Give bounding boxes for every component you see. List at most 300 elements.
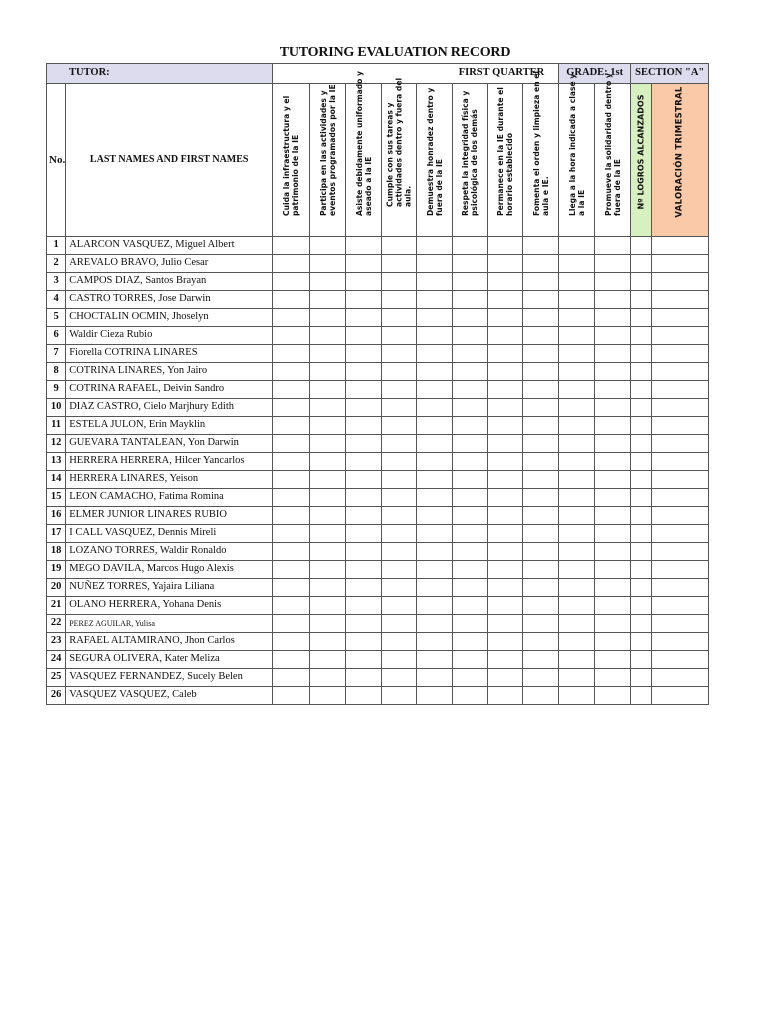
- evaluation-cell[interactable]: [346, 597, 382, 615]
- evaluation-cell[interactable]: [273, 489, 310, 507]
- evaluation-cell[interactable]: [652, 453, 709, 471]
- evaluation-cell[interactable]: [631, 669, 652, 687]
- evaluation-cell[interactable]: [382, 507, 417, 525]
- evaluation-cell[interactable]: [382, 489, 417, 507]
- evaluation-cell[interactable]: [488, 327, 523, 345]
- evaluation-cell[interactable]: [523, 687, 559, 705]
- evaluation-cell[interactable]: [310, 525, 346, 543]
- evaluation-cell[interactable]: [559, 597, 595, 615]
- evaluation-cell[interactable]: [310, 507, 346, 525]
- evaluation-cell[interactable]: [523, 651, 559, 669]
- evaluation-cell[interactable]: [417, 525, 453, 543]
- evaluation-cell[interactable]: [488, 615, 523, 633]
- evaluation-cell[interactable]: [631, 291, 652, 309]
- evaluation-cell[interactable]: [346, 579, 382, 597]
- evaluation-cell[interactable]: [559, 417, 595, 435]
- evaluation-cell[interactable]: [346, 255, 382, 273]
- evaluation-cell[interactable]: [523, 633, 559, 651]
- evaluation-cell[interactable]: [488, 453, 523, 471]
- evaluation-cell[interactable]: [453, 651, 488, 669]
- evaluation-cell[interactable]: [488, 561, 523, 579]
- evaluation-cell[interactable]: [652, 399, 709, 417]
- evaluation-cell[interactable]: [382, 399, 417, 417]
- evaluation-cell[interactable]: [559, 327, 595, 345]
- evaluation-cell[interactable]: [310, 381, 346, 399]
- evaluation-cell[interactable]: [559, 363, 595, 381]
- evaluation-cell[interactable]: [488, 309, 523, 327]
- evaluation-cell[interactable]: [417, 543, 453, 561]
- evaluation-cell[interactable]: [523, 543, 559, 561]
- evaluation-cell[interactable]: [488, 579, 523, 597]
- evaluation-cell[interactable]: [382, 543, 417, 561]
- evaluation-cell[interactable]: [559, 237, 595, 255]
- evaluation-cell[interactable]: [595, 597, 631, 615]
- evaluation-cell[interactable]: [382, 561, 417, 579]
- evaluation-cell[interactable]: [346, 561, 382, 579]
- evaluation-cell[interactable]: [595, 525, 631, 543]
- evaluation-cell[interactable]: [559, 453, 595, 471]
- evaluation-cell[interactable]: [382, 471, 417, 489]
- evaluation-cell[interactable]: [523, 399, 559, 417]
- evaluation-cell[interactable]: [631, 381, 652, 399]
- evaluation-cell[interactable]: [417, 255, 453, 273]
- evaluation-cell[interactable]: [310, 615, 346, 633]
- evaluation-cell[interactable]: [488, 237, 523, 255]
- evaluation-cell[interactable]: [417, 435, 453, 453]
- evaluation-cell[interactable]: [523, 435, 559, 453]
- evaluation-cell[interactable]: [346, 453, 382, 471]
- evaluation-cell[interactable]: [310, 543, 346, 561]
- evaluation-cell[interactable]: [273, 417, 310, 435]
- evaluation-cell[interactable]: [453, 273, 488, 291]
- evaluation-cell[interactable]: [453, 435, 488, 453]
- evaluation-cell[interactable]: [310, 579, 346, 597]
- evaluation-cell[interactable]: [631, 633, 652, 651]
- evaluation-cell[interactable]: [595, 237, 631, 255]
- evaluation-cell[interactable]: [310, 255, 346, 273]
- evaluation-cell[interactable]: [595, 471, 631, 489]
- evaluation-cell[interactable]: [310, 417, 346, 435]
- evaluation-cell[interactable]: [310, 345, 346, 363]
- evaluation-cell[interactable]: [488, 687, 523, 705]
- evaluation-cell[interactable]: [273, 507, 310, 525]
- evaluation-cell[interactable]: [346, 327, 382, 345]
- evaluation-cell[interactable]: [382, 435, 417, 453]
- evaluation-cell[interactable]: [652, 597, 709, 615]
- evaluation-cell[interactable]: [631, 435, 652, 453]
- evaluation-cell[interactable]: [631, 399, 652, 417]
- evaluation-cell[interactable]: [488, 471, 523, 489]
- evaluation-cell[interactable]: [273, 525, 310, 543]
- evaluation-cell[interactable]: [382, 687, 417, 705]
- evaluation-cell[interactable]: [310, 453, 346, 471]
- evaluation-cell[interactable]: [417, 237, 453, 255]
- evaluation-cell[interactable]: [273, 597, 310, 615]
- evaluation-cell[interactable]: [453, 399, 488, 417]
- evaluation-cell[interactable]: [417, 381, 453, 399]
- evaluation-cell[interactable]: [346, 273, 382, 291]
- evaluation-cell[interactable]: [417, 561, 453, 579]
- evaluation-cell[interactable]: [652, 687, 709, 705]
- evaluation-cell[interactable]: [417, 399, 453, 417]
- evaluation-cell[interactable]: [652, 579, 709, 597]
- evaluation-cell[interactable]: [310, 633, 346, 651]
- evaluation-cell[interactable]: [417, 615, 453, 633]
- evaluation-cell[interactable]: [310, 669, 346, 687]
- evaluation-cell[interactable]: [417, 633, 453, 651]
- evaluation-cell[interactable]: [488, 255, 523, 273]
- evaluation-cell[interactable]: [273, 399, 310, 417]
- evaluation-cell[interactable]: [417, 597, 453, 615]
- evaluation-cell[interactable]: [631, 561, 652, 579]
- evaluation-cell[interactable]: [273, 345, 310, 363]
- evaluation-cell[interactable]: [652, 327, 709, 345]
- evaluation-cell[interactable]: [273, 687, 310, 705]
- evaluation-cell[interactable]: [559, 651, 595, 669]
- evaluation-cell[interactable]: [453, 597, 488, 615]
- evaluation-cell[interactable]: [453, 255, 488, 273]
- evaluation-cell[interactable]: [595, 543, 631, 561]
- evaluation-cell[interactable]: [595, 561, 631, 579]
- evaluation-cell[interactable]: [417, 309, 453, 327]
- evaluation-cell[interactable]: [346, 669, 382, 687]
- evaluation-cell[interactable]: [417, 489, 453, 507]
- evaluation-cell[interactable]: [652, 489, 709, 507]
- evaluation-cell[interactable]: [523, 507, 559, 525]
- evaluation-cell[interactable]: [453, 615, 488, 633]
- evaluation-cell[interactable]: [382, 525, 417, 543]
- evaluation-cell[interactable]: [523, 381, 559, 399]
- evaluation-cell[interactable]: [417, 273, 453, 291]
- evaluation-cell[interactable]: [310, 651, 346, 669]
- evaluation-cell[interactable]: [417, 345, 453, 363]
- evaluation-cell[interactable]: [488, 507, 523, 525]
- evaluation-cell[interactable]: [273, 561, 310, 579]
- evaluation-cell[interactable]: [559, 471, 595, 489]
- evaluation-cell[interactable]: [453, 525, 488, 543]
- evaluation-cell[interactable]: [453, 453, 488, 471]
- evaluation-cell[interactable]: [631, 687, 652, 705]
- evaluation-cell[interactable]: [417, 669, 453, 687]
- evaluation-cell[interactable]: [346, 525, 382, 543]
- evaluation-cell[interactable]: [488, 435, 523, 453]
- evaluation-cell[interactable]: [488, 273, 523, 291]
- evaluation-cell[interactable]: [488, 543, 523, 561]
- evaluation-cell[interactable]: [417, 687, 453, 705]
- evaluation-cell[interactable]: [382, 579, 417, 597]
- evaluation-cell[interactable]: [595, 381, 631, 399]
- evaluation-cell[interactable]: [631, 273, 652, 291]
- evaluation-cell[interactable]: [273, 291, 310, 309]
- evaluation-cell[interactable]: [310, 435, 346, 453]
- evaluation-cell[interactable]: [631, 255, 652, 273]
- evaluation-cell[interactable]: [273, 543, 310, 561]
- evaluation-cell[interactable]: [523, 363, 559, 381]
- evaluation-cell[interactable]: [273, 471, 310, 489]
- evaluation-cell[interactable]: [631, 417, 652, 435]
- evaluation-cell[interactable]: [453, 633, 488, 651]
- evaluation-cell[interactable]: [523, 471, 559, 489]
- evaluation-cell[interactable]: [631, 597, 652, 615]
- evaluation-cell[interactable]: [273, 237, 310, 255]
- evaluation-cell[interactable]: [652, 255, 709, 273]
- evaluation-cell[interactable]: [382, 651, 417, 669]
- evaluation-cell[interactable]: [595, 273, 631, 291]
- evaluation-cell[interactable]: [523, 579, 559, 597]
- evaluation-cell[interactable]: [559, 525, 595, 543]
- evaluation-cell[interactable]: [559, 489, 595, 507]
- evaluation-cell[interactable]: [523, 309, 559, 327]
- evaluation-cell[interactable]: [652, 345, 709, 363]
- evaluation-cell[interactable]: [310, 489, 346, 507]
- evaluation-cell[interactable]: [559, 669, 595, 687]
- evaluation-cell[interactable]: [631, 309, 652, 327]
- evaluation-cell[interactable]: [523, 597, 559, 615]
- evaluation-cell[interactable]: [652, 615, 709, 633]
- evaluation-cell[interactable]: [595, 651, 631, 669]
- evaluation-cell[interactable]: [595, 399, 631, 417]
- evaluation-cell[interactable]: [346, 309, 382, 327]
- evaluation-cell[interactable]: [273, 363, 310, 381]
- evaluation-cell[interactable]: [523, 561, 559, 579]
- evaluation-cell[interactable]: [523, 453, 559, 471]
- evaluation-cell[interactable]: [382, 633, 417, 651]
- evaluation-cell[interactable]: [559, 687, 595, 705]
- evaluation-cell[interactable]: [595, 309, 631, 327]
- evaluation-cell[interactable]: [595, 291, 631, 309]
- evaluation-cell[interactable]: [595, 579, 631, 597]
- evaluation-cell[interactable]: [631, 525, 652, 543]
- evaluation-cell[interactable]: [523, 327, 559, 345]
- evaluation-cell[interactable]: [346, 435, 382, 453]
- evaluation-cell[interactable]: [310, 291, 346, 309]
- evaluation-cell[interactable]: [346, 381, 382, 399]
- evaluation-cell[interactable]: [488, 363, 523, 381]
- evaluation-cell[interactable]: [453, 381, 488, 399]
- evaluation-cell[interactable]: [273, 327, 310, 345]
- evaluation-cell[interactable]: [382, 291, 417, 309]
- evaluation-cell[interactable]: [273, 579, 310, 597]
- evaluation-cell[interactable]: [346, 471, 382, 489]
- evaluation-cell[interactable]: [382, 453, 417, 471]
- evaluation-cell[interactable]: [652, 417, 709, 435]
- evaluation-cell[interactable]: [523, 345, 559, 363]
- evaluation-cell[interactable]: [652, 237, 709, 255]
- evaluation-cell[interactable]: [559, 507, 595, 525]
- evaluation-cell[interactable]: [453, 687, 488, 705]
- evaluation-cell[interactable]: [631, 237, 652, 255]
- evaluation-cell[interactable]: [523, 669, 559, 687]
- evaluation-cell[interactable]: [559, 543, 595, 561]
- evaluation-cell[interactable]: [595, 255, 631, 273]
- evaluation-cell[interactable]: [346, 615, 382, 633]
- evaluation-cell[interactable]: [488, 345, 523, 363]
- evaluation-cell[interactable]: [382, 345, 417, 363]
- evaluation-cell[interactable]: [382, 237, 417, 255]
- evaluation-cell[interactable]: [346, 345, 382, 363]
- evaluation-cell[interactable]: [453, 507, 488, 525]
- evaluation-cell[interactable]: [453, 471, 488, 489]
- evaluation-cell[interactable]: [417, 327, 453, 345]
- evaluation-cell[interactable]: [595, 453, 631, 471]
- evaluation-cell[interactable]: [273, 255, 310, 273]
- evaluation-cell[interactable]: [346, 237, 382, 255]
- evaluation-cell[interactable]: [595, 435, 631, 453]
- evaluation-cell[interactable]: [310, 327, 346, 345]
- evaluation-cell[interactable]: [382, 669, 417, 687]
- evaluation-cell[interactable]: [453, 345, 488, 363]
- evaluation-cell[interactable]: [559, 345, 595, 363]
- evaluation-cell[interactable]: [488, 381, 523, 399]
- evaluation-cell[interactable]: [559, 435, 595, 453]
- evaluation-cell[interactable]: [453, 291, 488, 309]
- evaluation-cell[interactable]: [310, 597, 346, 615]
- evaluation-cell[interactable]: [310, 399, 346, 417]
- evaluation-cell[interactable]: [273, 309, 310, 327]
- evaluation-cell[interactable]: [273, 273, 310, 291]
- evaluation-cell[interactable]: [652, 435, 709, 453]
- evaluation-cell[interactable]: [346, 399, 382, 417]
- evaluation-cell[interactable]: [631, 327, 652, 345]
- evaluation-cell[interactable]: [488, 633, 523, 651]
- evaluation-cell[interactable]: [417, 363, 453, 381]
- evaluation-cell[interactable]: [523, 525, 559, 543]
- evaluation-cell[interactable]: [652, 471, 709, 489]
- evaluation-cell[interactable]: [382, 417, 417, 435]
- evaluation-cell[interactable]: [453, 309, 488, 327]
- evaluation-cell[interactable]: [273, 669, 310, 687]
- evaluation-cell[interactable]: [652, 633, 709, 651]
- evaluation-cell[interactable]: [631, 363, 652, 381]
- evaluation-cell[interactable]: [382, 363, 417, 381]
- evaluation-cell[interactable]: [417, 471, 453, 489]
- evaluation-cell[interactable]: [523, 237, 559, 255]
- evaluation-cell[interactable]: [652, 669, 709, 687]
- evaluation-cell[interactable]: [559, 291, 595, 309]
- evaluation-cell[interactable]: [417, 507, 453, 525]
- evaluation-cell[interactable]: [559, 273, 595, 291]
- evaluation-cell[interactable]: [453, 363, 488, 381]
- evaluation-cell[interactable]: [310, 273, 346, 291]
- evaluation-cell[interactable]: [417, 417, 453, 435]
- evaluation-cell[interactable]: [488, 669, 523, 687]
- evaluation-cell[interactable]: [346, 687, 382, 705]
- evaluation-cell[interactable]: [417, 651, 453, 669]
- evaluation-cell[interactable]: [559, 381, 595, 399]
- evaluation-cell[interactable]: [595, 507, 631, 525]
- evaluation-cell[interactable]: [488, 525, 523, 543]
- evaluation-cell[interactable]: [595, 345, 631, 363]
- evaluation-cell[interactable]: [273, 381, 310, 399]
- evaluation-cell[interactable]: [382, 597, 417, 615]
- evaluation-cell[interactable]: [652, 651, 709, 669]
- evaluation-cell[interactable]: [346, 651, 382, 669]
- evaluation-cell[interactable]: [595, 615, 631, 633]
- evaluation-cell[interactable]: [310, 309, 346, 327]
- evaluation-cell[interactable]: [346, 543, 382, 561]
- evaluation-cell[interactable]: [453, 669, 488, 687]
- evaluation-cell[interactable]: [488, 597, 523, 615]
- evaluation-cell[interactable]: [273, 615, 310, 633]
- evaluation-cell[interactable]: [652, 543, 709, 561]
- evaluation-cell[interactable]: [273, 633, 310, 651]
- evaluation-cell[interactable]: [417, 291, 453, 309]
- evaluation-cell[interactable]: [488, 291, 523, 309]
- evaluation-cell[interactable]: [631, 345, 652, 363]
- evaluation-cell[interactable]: [488, 651, 523, 669]
- evaluation-cell[interactable]: [346, 417, 382, 435]
- evaluation-cell[interactable]: [559, 615, 595, 633]
- evaluation-cell[interactable]: [346, 633, 382, 651]
- evaluation-cell[interactable]: [559, 399, 595, 417]
- evaluation-cell[interactable]: [453, 237, 488, 255]
- evaluation-cell[interactable]: [382, 327, 417, 345]
- evaluation-cell[interactable]: [523, 489, 559, 507]
- evaluation-cell[interactable]: [631, 471, 652, 489]
- evaluation-cell[interactable]: [631, 543, 652, 561]
- evaluation-cell[interactable]: [631, 489, 652, 507]
- evaluation-cell[interactable]: [523, 255, 559, 273]
- evaluation-cell[interactable]: [631, 579, 652, 597]
- evaluation-cell[interactable]: [453, 327, 488, 345]
- evaluation-cell[interactable]: [453, 417, 488, 435]
- evaluation-cell[interactable]: [310, 687, 346, 705]
- evaluation-cell[interactable]: [346, 291, 382, 309]
- evaluation-cell[interactable]: [595, 669, 631, 687]
- evaluation-cell[interactable]: [595, 417, 631, 435]
- evaluation-cell[interactable]: [652, 507, 709, 525]
- evaluation-cell[interactable]: [310, 237, 346, 255]
- evaluation-cell[interactable]: [453, 543, 488, 561]
- evaluation-cell[interactable]: [595, 327, 631, 345]
- evaluation-cell[interactable]: [595, 489, 631, 507]
- evaluation-cell[interactable]: [310, 363, 346, 381]
- evaluation-cell[interactable]: [382, 381, 417, 399]
- evaluation-cell[interactable]: [631, 507, 652, 525]
- evaluation-cell[interactable]: [559, 255, 595, 273]
- evaluation-cell[interactable]: [631, 453, 652, 471]
- evaluation-cell[interactable]: [488, 417, 523, 435]
- evaluation-cell[interactable]: [652, 309, 709, 327]
- evaluation-cell[interactable]: [652, 561, 709, 579]
- evaluation-cell[interactable]: [559, 561, 595, 579]
- evaluation-cell[interactable]: [595, 363, 631, 381]
- evaluation-cell[interactable]: [631, 615, 652, 633]
- evaluation-cell[interactable]: [652, 525, 709, 543]
- evaluation-cell[interactable]: [382, 615, 417, 633]
- evaluation-cell[interactable]: [346, 507, 382, 525]
- evaluation-cell[interactable]: [488, 489, 523, 507]
- evaluation-cell[interactable]: [652, 273, 709, 291]
- evaluation-cell[interactable]: [652, 381, 709, 399]
- evaluation-cell[interactable]: [346, 363, 382, 381]
- evaluation-cell[interactable]: [652, 291, 709, 309]
- evaluation-cell[interactable]: [595, 633, 631, 651]
- evaluation-cell[interactable]: [453, 561, 488, 579]
- evaluation-cell[interactable]: [273, 651, 310, 669]
- evaluation-cell[interactable]: [346, 489, 382, 507]
- evaluation-cell[interactable]: [488, 399, 523, 417]
- evaluation-cell[interactable]: [382, 255, 417, 273]
- evaluation-cell[interactable]: [417, 453, 453, 471]
- evaluation-cell[interactable]: [382, 309, 417, 327]
- evaluation-cell[interactable]: [559, 309, 595, 327]
- evaluation-cell[interactable]: [559, 579, 595, 597]
- evaluation-cell[interactable]: [453, 489, 488, 507]
- evaluation-cell[interactable]: [595, 687, 631, 705]
- evaluation-cell[interactable]: [631, 651, 652, 669]
- evaluation-cell[interactable]: [652, 363, 709, 381]
